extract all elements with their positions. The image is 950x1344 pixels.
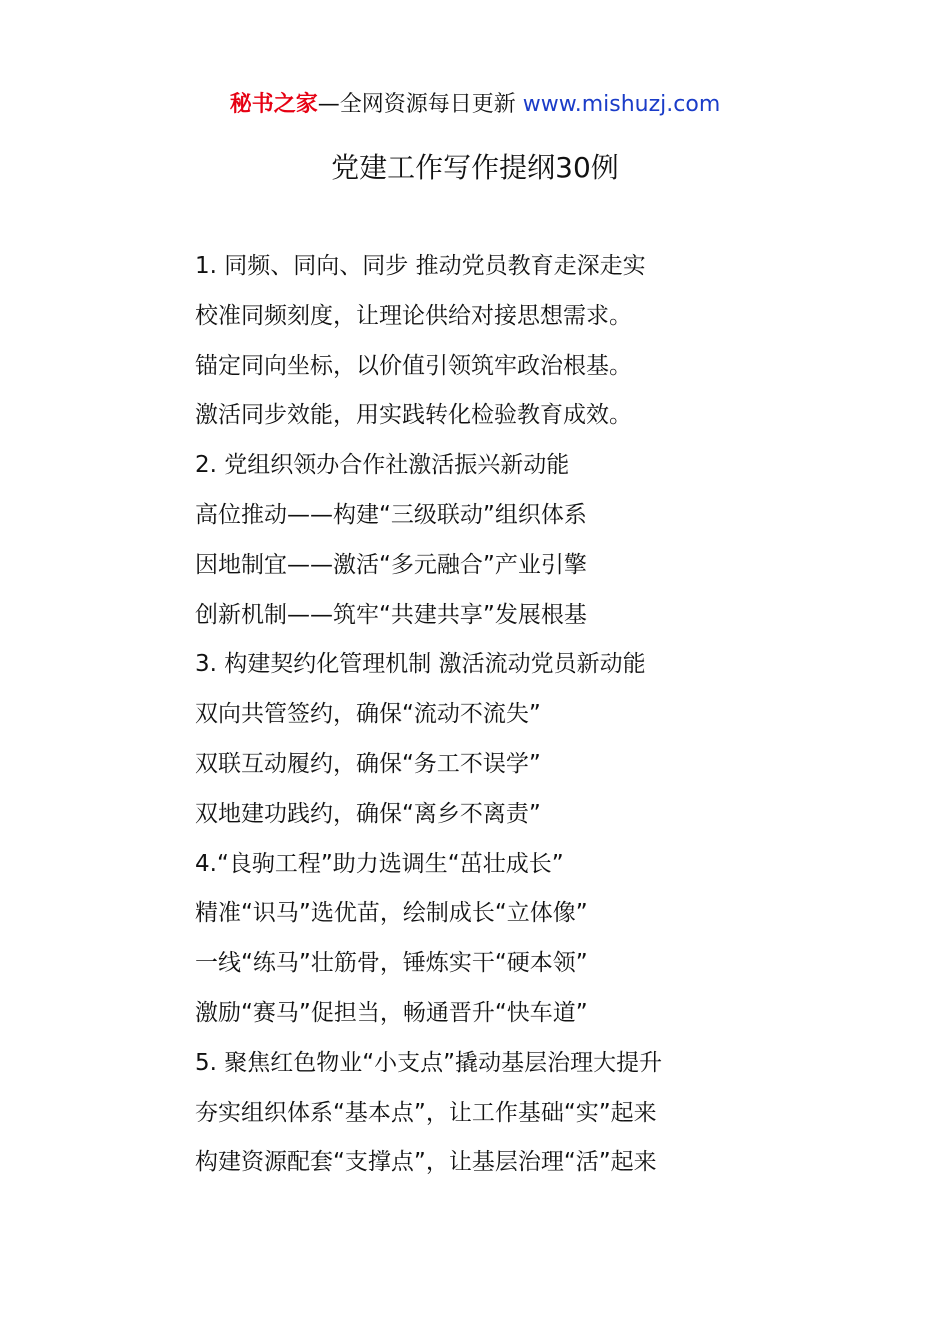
outline-point: 因地制宜——激活“多元融合”产业引擎: [195, 551, 587, 578]
outline-point: 双联互动履约，确保“务工不误学”: [195, 750, 541, 777]
section-heading-1: 1. 同频、同向、同步 推动党员教育走深走实: [195, 253, 646, 279]
document-title: 党建工作写作提纲30例: [331, 151, 619, 184]
outline-point: 精准“识马”选优苗，绘制成长“立体像”: [195, 900, 588, 927]
outline-point: 激活同步效能，用实践转化检验教育成效。: [195, 402, 632, 429]
section-heading-2: 2. 党组织领办合作社激活振兴新动能: [195, 452, 570, 479]
outline-point: 夯实组织体系“基本点”，让工作基础“实”起来: [195, 1099, 657, 1126]
section-heading-5: 5. 聚焦红色物业“小支点”撬动基层治理大提升: [195, 1049, 663, 1076]
header-tagline: —全网资源每日更新: [317, 92, 516, 117]
outline-point: 锚定同向坐标，以价值引领筑牢政治根基。: [195, 352, 632, 379]
section-heading-3: 3. 构建契约化管理机制 激活流动党员新动能: [195, 651, 646, 678]
outline-point: 构建资源配套“支撑点”，让基层治理“活”起来: [195, 1149, 657, 1176]
site-url-link[interactable]: www.mishuzj.com: [522, 92, 721, 117]
site-header: [0, 88, 950, 122]
outline-point: 一线“练马”壮筋骨，锤炼实干“硬本领”: [195, 950, 588, 977]
outline-point: 双向共管签约，确保“流动不流失”: [195, 701, 541, 728]
outline-point: 激励“赛马”促担当，畅通晋升“快车道”: [195, 999, 588, 1026]
outline-point: 双地建功践约，确保“离乡不离责”: [195, 800, 541, 827]
outline-point: 高位推动——构建“三级联动”组织体系: [195, 501, 587, 528]
document-body: [195, 242, 895, 1188]
brand-name: 秘书之家: [229, 92, 318, 117]
outline-point: 校准同频刻度，让理论供给对接思想需求。: [195, 302, 632, 329]
outline-point: 创新机制——筑牢“共建共享”发展根基: [195, 601, 587, 628]
section-heading-4: 4.“良驹工程”助力选调生“茁壮成长”: [195, 850, 564, 877]
